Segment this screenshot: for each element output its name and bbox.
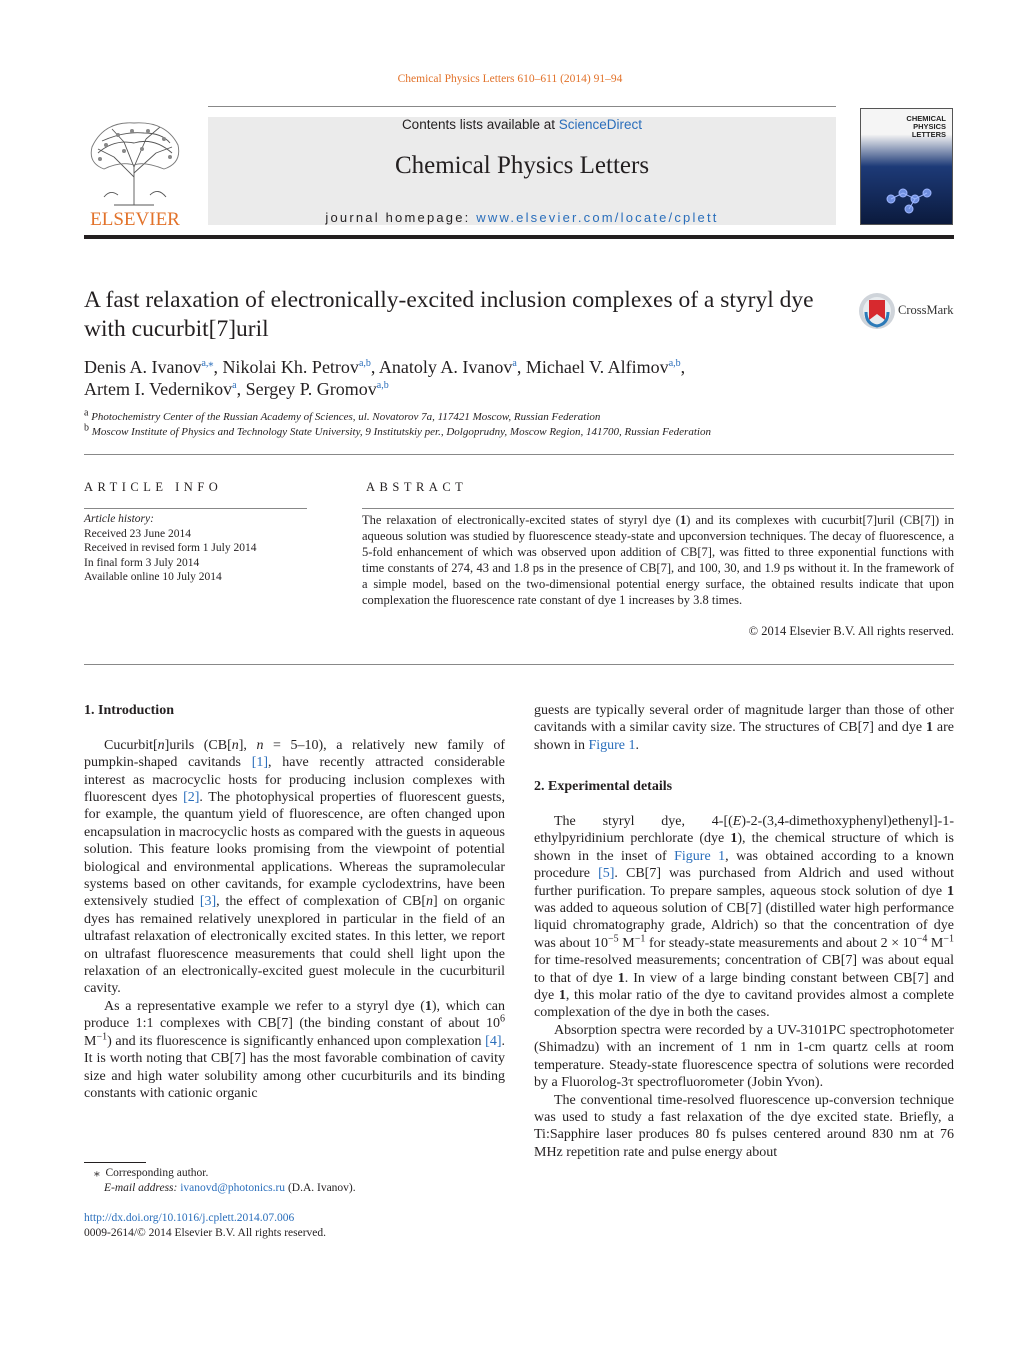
contents-prefix: Contents lists available at	[401, 117, 559, 132]
citation-link[interactable]: [2]	[183, 790, 200, 806]
footnote-mark: ⁎	[94, 1167, 100, 1179]
email-link[interactable]: ivanovd@photonics.ru	[180, 1181, 286, 1194]
author-affil-mark[interactable]: a	[512, 358, 517, 369]
experimental-paragraph: Absorption spectra were recorded by a UV-3101PC spectrophotometer (Shimadzu) with an increment of 1 nm in 1-cm quartz cells at room temperature. Steady-state fluorescence spectra of solutions were recorded by a Fluorolog-3τ spectrofluorometer (Jobin Yvon).	[534, 1022, 954, 1091]
contents-line	[208, 117, 836, 132]
intro-paragraph: As a representative example we refer to a styryl dye (1), which can produce 1:1 complexes with CB[7] (the binding constant of about $10^6$ $M^{-1}$) and its fluorescence is significantly enhanced upon complexation [4]. It is worth noting that CB[7] has the most favorable combination of cavity size and high water solubility among other cucurbiturils and its binding constants with cationic organic	[84, 998, 505, 1101]
affiliation-text: Moscow Institute of Physics and Technology State University, 9 Institutskiy per., Dolgoprudny, Moscow Region, 141700, Russian Federation	[91, 426, 711, 438]
divider	[362, 508, 954, 509]
author-list	[84, 356, 924, 400]
figure-link[interactable]: Figure 1	[588, 737, 636, 753]
author-name[interactable]: Michael V. Alfimov	[525, 357, 669, 377]
doi-block	[84, 1211, 326, 1240]
journal-cover-thumbnail[interactable]	[860, 108, 953, 225]
article-title: A fast relaxation of electronically-excited inclusion complexes of a styryl dye with cucurbit[7]uril	[84, 287, 814, 342]
history-entry: In final form 3 July 2014	[84, 556, 200, 569]
author-separator: ,	[680, 357, 686, 377]
intro-paragraph: Cucurbit[n]urils (CB[n], n = 5–10), a relatively new family of pumpkin-shaped cavitands [1], have recently attracted considerable interest as macrocyclic hosts for producing inclusion complexes with fluorescent dyes [2]. The photophysical properties of fluorescent guests, for example, the quantum yield of fluorescence, are often changed upon encapsulation in macrocyclic hosts as compared with the guests in aqueous solution. This feature looks promising from the viewpoint of potential biological and environmental applications. Whereas the supramolecular systems based on other cavitands, for example cyclodextrins, have been extensively studied [3], the effect of complexation of CB[n] on organic dyes has remained relatively unexplored in particular in the field of an ultrafast relaxation of electronically excited states. In this letter, we report on ultrafast fluorescence measurements that could shell light upon the relaxation of an electronically-excited guest molecule in the cucurbituril cavity.	[84, 737, 506, 997]
cover-title: CHEMICAL PHYSICS LETTERS	[906, 114, 946, 139]
intro-paragraph-2-part-e: . It is worth noting that CB[7] has the most favorable combination of cavity size and high water solubility among other cucurbiturils and its binding constants with cationic organic	[84, 1033, 505, 1101]
citation-link[interactable]: [1]	[251, 755, 269, 771]
author-name[interactable]: Nikolai Kh. Petrov	[222, 357, 359, 377]
experimental-paragraph: The conventional time-resolved fluorescence up-conversion technique was used to study a fast relaxation of the dye excited state. Briefly, a Ti:Sapphire laser produces 80 fs pulses centered around 830 nm at 76 MHz repetition rate and pulse energy about	[534, 1092, 954, 1160]
author-name[interactable]: Anatoly A. Ivanov	[378, 357, 513, 377]
author-name[interactable]: Denis A. Ivanov	[84, 357, 202, 377]
divider	[84, 454, 954, 455]
affiliation-mark: b	[84, 422, 89, 434]
author-affil-mark[interactable]: a,b	[358, 358, 371, 369]
email-label: E-mail address:	[104, 1181, 181, 1194]
homepage-link[interactable]: www.elsevier.com/locate/cplett	[476, 210, 719, 225]
author-separator: ,	[516, 357, 526, 377]
divider	[84, 508, 307, 509]
intro-paragraph-continued: guests are typically several order of magnitude larger than those of other cavitands with a similar cavity size. The structures of CB[7] and dye 1 are shown in Figure 1.	[534, 703, 955, 753]
affiliation	[84, 407, 601, 423]
abstract-text: The relaxation of electronically-excited states of styryl dye (1) and its complexes with cucurbit[7]uril (CB[7]) in aqueous solution was studied by fluorescence steady-state and upconversion techniques. The decay of fluorescence, a 5-fold enhancement of which was observed upon addition of CB[7], was fitted to three exponential functions with time constants of 274, 43 and 1.8 ps in the presence of CB[7], and 100, 30, and 1.9 ps without it. In the framework of a simple model, based on the two-dimensional potential energy surface, the obtained results indicate that upon complexation the fluorescence rate constant of dye 1 increases by 3.8 times.	[362, 513, 954, 607]
header-bottom-rule	[84, 235, 954, 239]
divider	[84, 664, 954, 665]
footnote-text: Corresponding author.	[105, 1167, 209, 1179]
crossmark-label: CrossMark	[898, 303, 954, 317]
article-history	[84, 512, 256, 585]
journal-title: Chemical Physics Letters	[394, 152, 650, 179]
affiliation-mark: a	[84, 407, 89, 419]
citation-link[interactable]: [3]	[199, 894, 217, 910]
publisher-wordmark: ELSEVIER	[90, 209, 180, 227]
author-name[interactable]: Artem I. Vedernikov	[84, 379, 233, 399]
experimental-paragraph: The styryl dye, 4-[(E)-2-(3,4-dimethoxyphenyl)ethenyl]-1-ethylpyridinium perchlorate (dye 1), the chemical structure of which is shown in the inset of Figure 1, was obtained according to a known procedure [5]. CB[7] was purchased from Aldrich and used without further purification. To prepare samples, aqueous stock solution of dye 1 was added to aqueous solution of CB[7] (distilled water high performance liquid chromatography grade, Aldrich) so that the concentration of dye was about $10^{-5}$ $M^{-1}$ for steady-state measurements and about $2 \times 10^{-4}$ $M^{-1}$ for time-resolved measurements; concentration of CB[7] was about equal to that of dye 1. In view of a large binding constant between CB[7] and dye 1, this molar ratio of the dye to cavitand provides almost a complete complexation of the dye in both the cases.	[534, 814, 955, 1021]
history-entry: Received 23 June 2014	[84, 527, 191, 540]
author-name[interactable]: Sergey P. Gromov	[245, 379, 377, 399]
section-heading-introduction: 1. Introduction	[84, 703, 174, 718]
footnote-rule	[84, 1162, 146, 1163]
author-separator: ,	[213, 357, 223, 377]
homepage-prefix: journal homepage:	[325, 210, 477, 225]
crossmark-icon	[858, 290, 896, 332]
history-label: Article history:	[84, 513, 154, 525]
author-affil-mark[interactable]: a	[232, 380, 237, 391]
journal-reference[interactable]: Chemical Physics Letters 610–611 (2014) 91–94	[397, 73, 623, 85]
header-top-rule	[208, 106, 836, 107]
body-column-left	[84, 702, 505, 1102]
journal-homepage	[208, 210, 836, 225]
history-entry: Received in revised form 1 July 2014	[84, 542, 257, 554]
author-affil-mark[interactable]: a,b	[376, 380, 389, 391]
affiliation-text: Photochemistry Center of the Russian Academy of Sciences, ul. Novatorov 7a, 117421 Moscow, Russian Federation	[91, 411, 601, 423]
author-affil-mark[interactable]: a,⁎	[201, 358, 214, 369]
doi-link[interactable]: http://dx.doi.org/10.1016/j.cplett.2014.07.006	[84, 1212, 295, 1224]
abstract-copyright: © 2014 Elsevier B.V. All rights reserved.	[748, 624, 954, 638]
elsevier-tree-logo	[84, 117, 186, 227]
sciencedirect-link[interactable]: ScienceDirect	[558, 117, 643, 132]
abstract-heading: ABSTRACT	[366, 480, 468, 494]
author-separator: ,	[236, 379, 246, 399]
author-affil-mark[interactable]: a,b	[668, 358, 681, 369]
citation-link[interactable]: [4]	[485, 1033, 502, 1049]
email-suffix: (D.A. Ivanov).	[285, 1181, 356, 1194]
body-column-right	[534, 702, 954, 1161]
author-separator: ,	[370, 357, 379, 377]
cover-molecule-graphic	[861, 169, 953, 225]
section-heading-experimental: 2. Experimental details	[534, 779, 673, 795]
affiliation	[84, 422, 711, 438]
citation-link[interactable]: [5]	[598, 866, 615, 882]
corresponding-author-footnote	[84, 1166, 505, 1195]
issn-line: 0009-2614/© 2014 Elsevier B.V. All rights reserved.	[84, 1226, 327, 1239]
crossmark-badge[interactable]	[858, 290, 958, 332]
article-info-heading: ARTICLE INFO	[84, 480, 223, 494]
figure-link[interactable]: Figure 1	[674, 848, 726, 864]
history-entry: Available online 10 July 2014	[84, 571, 222, 583]
